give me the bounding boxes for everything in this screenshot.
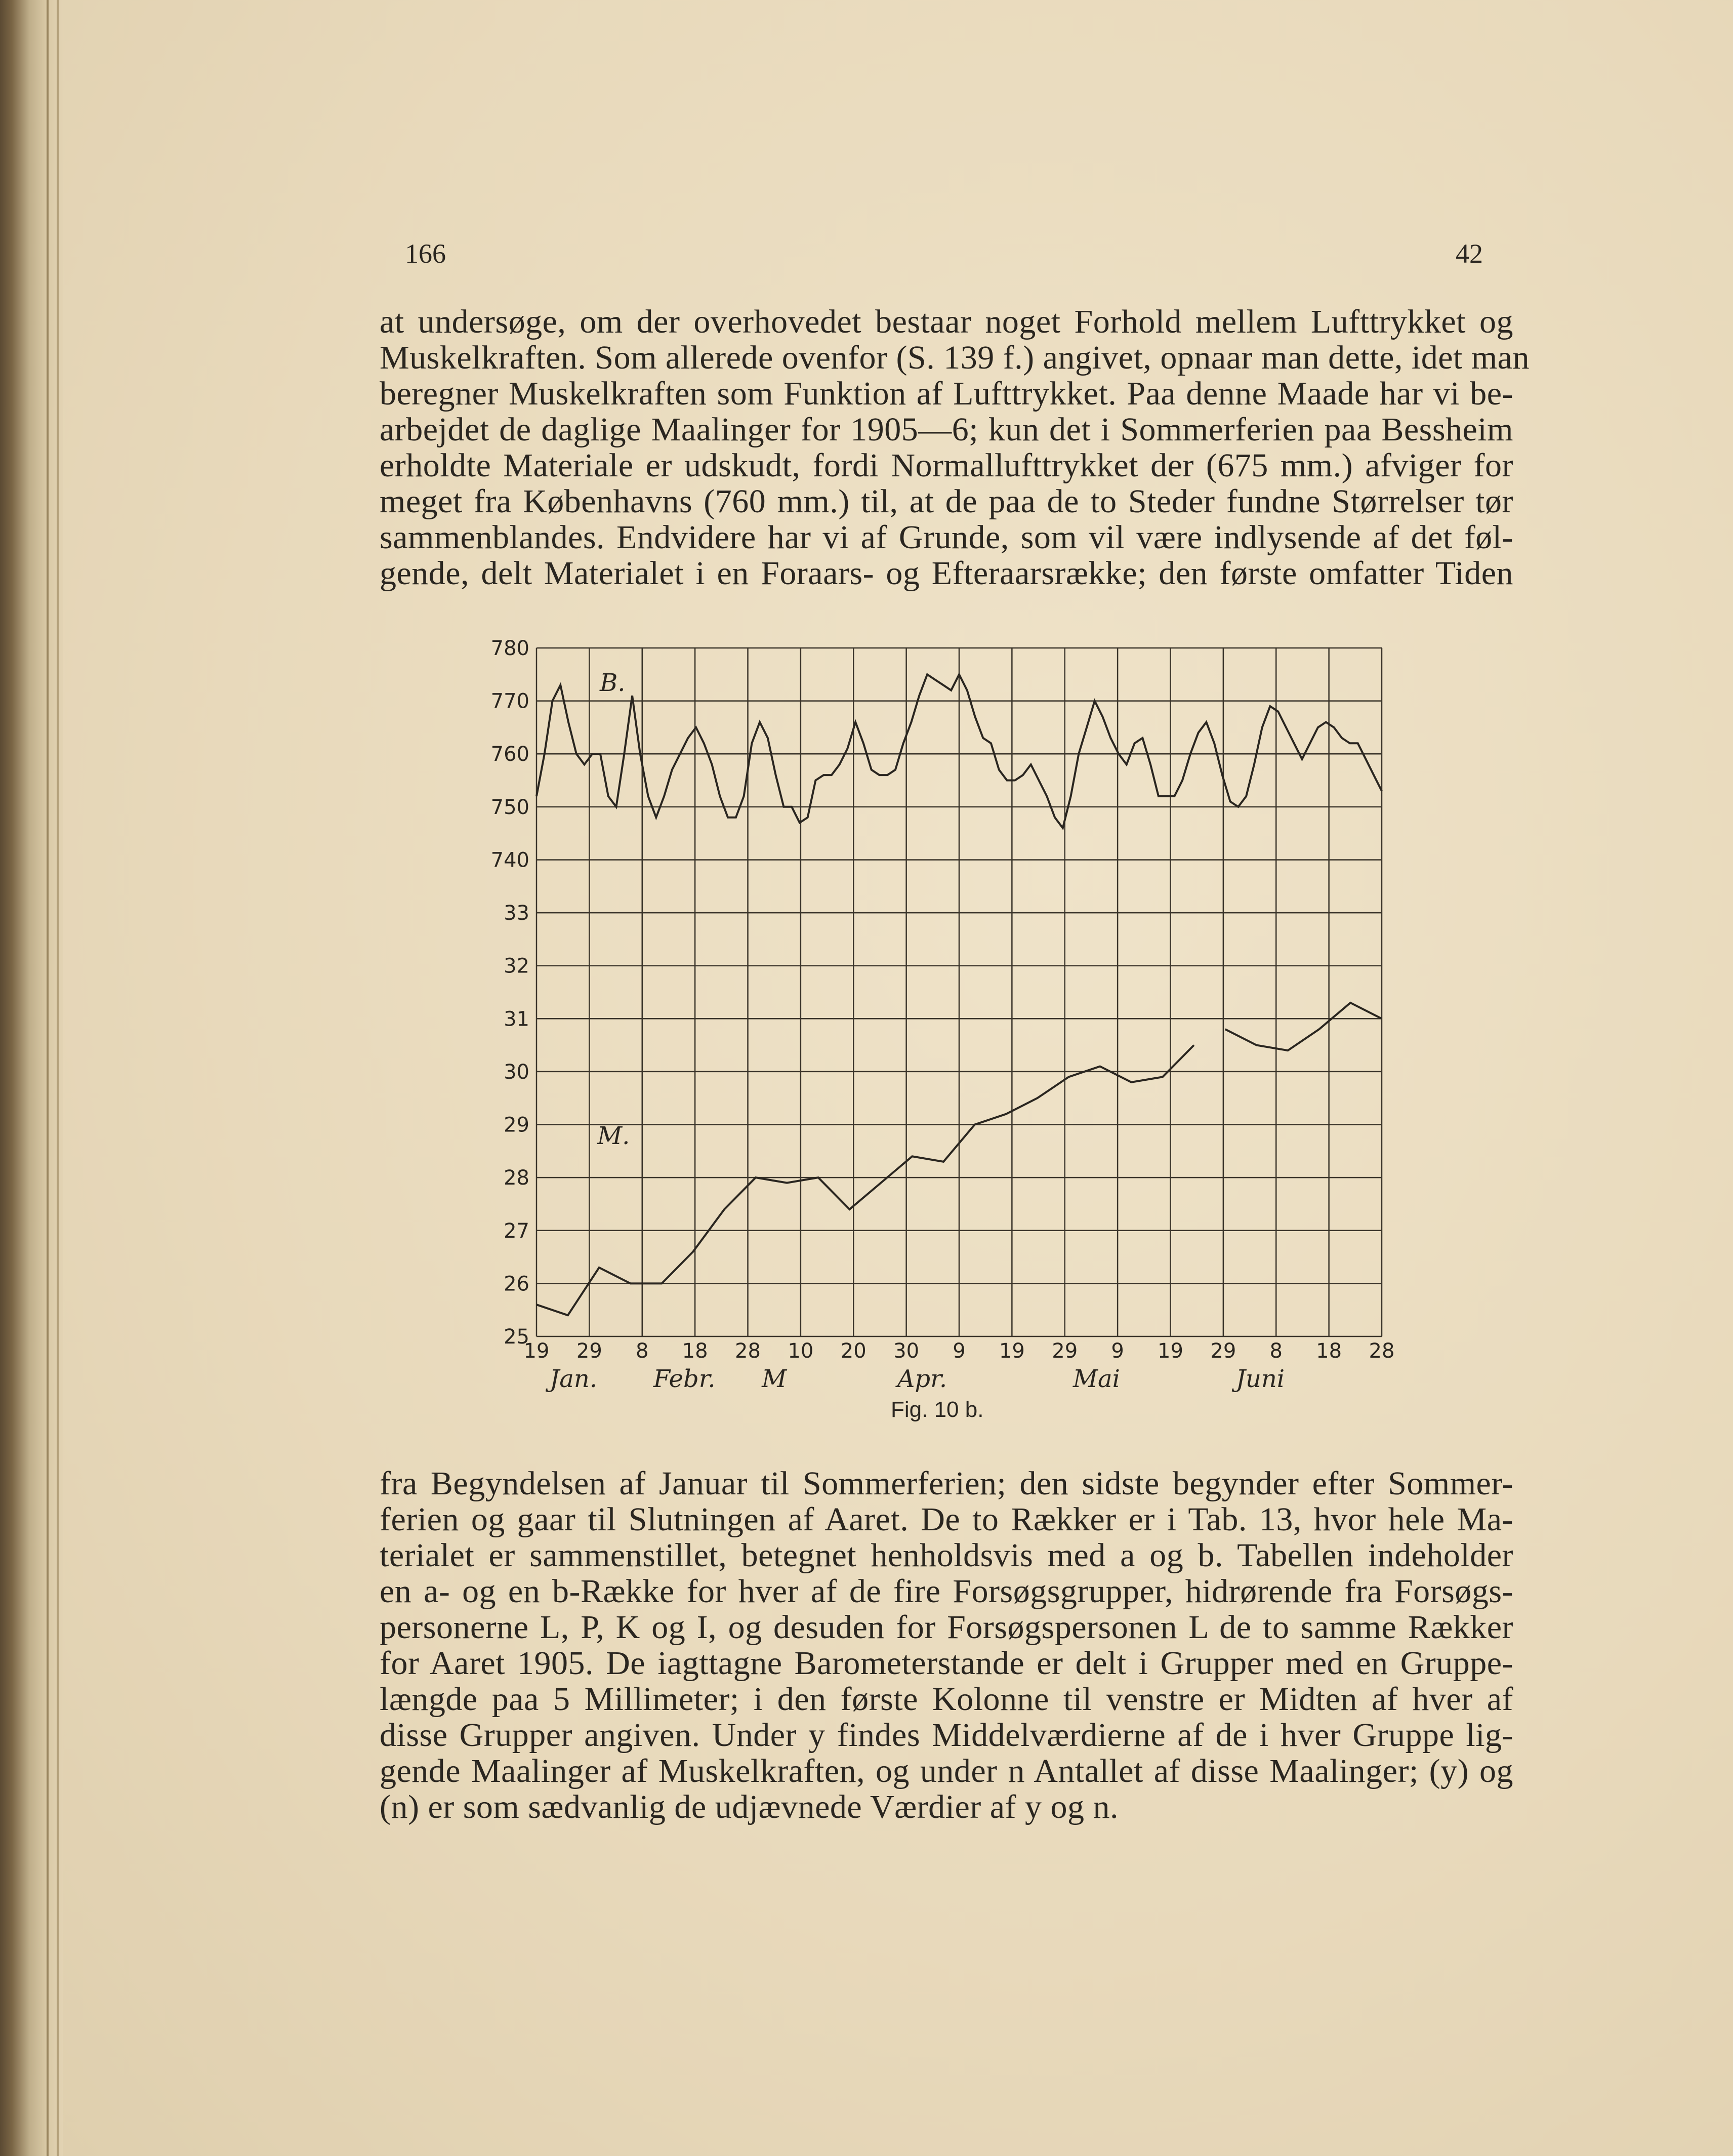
figure-caption: Fig. 10 b. — [891, 1397, 984, 1422]
y-tick-label: 32 — [504, 954, 529, 978]
y-tick-label: 30 — [504, 1060, 529, 1084]
text-line: gende, delt Materialet i en Foraars- og Efteraarsrække; den første omfatter Tiden — [380, 555, 1513, 592]
text-line: for Aaret 1905. De iagttagne Barometerstande er delt i Grupper med en Gruppe- — [380, 1645, 1513, 1682]
text-line: (n) er som sædvanlig de udjævnede Værdier af y og n. — [380, 1788, 1119, 1825]
book-spine — [0, 0, 66, 2156]
y-axis — [491, 637, 529, 1349]
x-tick-label: 8 — [1269, 1339, 1283, 1363]
month-axis — [545, 1365, 1285, 1392]
text-line: længde paa 5 Millimeter; i den første Kolonne til venstre er Midten af hver af — [380, 1681, 1513, 1718]
x-tick-label: 30 — [893, 1339, 920, 1363]
text-line: sammenblandes. Endvidere har vi af Grunde, som vil være indlysende af det føl- — [380, 519, 1513, 556]
text-line: beregner Muskelkraften som Funktion af Lufttrykket. Paa denne Maade har vi be- — [380, 375, 1513, 412]
x-tick-label: 19 — [523, 1339, 550, 1363]
x-tick-label: 19 — [1158, 1339, 1183, 1363]
month-label: M — [762, 1365, 787, 1392]
y-tick-label: 28 — [504, 1166, 529, 1190]
x-tick-label: 28 — [735, 1339, 761, 1363]
x-tick-label: 10 — [788, 1339, 814, 1363]
chart-grid — [537, 648, 1382, 1336]
page-number-left: 166 — [405, 238, 446, 269]
x-tick-label: 18 — [682, 1339, 708, 1363]
x-tick-label: 9 — [953, 1339, 966, 1363]
text-line: en a- og en b-Række for hver af de fire Forsøgsgrupper, hidrørende fra Forsøgs- — [380, 1573, 1513, 1610]
text-line: Muskelkraften. Som allerede ovenfor (S. 139 f.) angivet, opnaar man dette, idet man — [380, 339, 1530, 376]
month-label: Apr. — [897, 1365, 947, 1392]
month-label: Mai — [1072, 1365, 1120, 1392]
x-tick-label: 28 — [1369, 1339, 1395, 1363]
text-line: meget fra Københavns (760 mm.) til, at de paa de to Steder fundne Størrelser tør — [380, 483, 1513, 520]
month-label: Febr. — [653, 1365, 716, 1392]
figure-chart — [476, 633, 1397, 1392]
month-label: Juni — [1235, 1365, 1285, 1392]
y-tick-label: 740 — [490, 848, 529, 872]
text-line: terialet er sammenstillet, betegnet henholdsvis med a og b. Tabellen indeholder — [380, 1537, 1513, 1574]
page-edge — [47, 0, 49, 2156]
x-tick-label: 9 — [1111, 1339, 1124, 1363]
y-tick-label: 750 — [490, 795, 529, 819]
y-tick-label: 31 — [504, 1007, 529, 1031]
paragraph-bottom — [380, 1466, 1513, 1825]
y-tick-label: 27 — [504, 1219, 529, 1243]
text-line: at undersøge, om der overhovedet bestaar noget Forhold mellem Lufttrykket og — [380, 303, 1513, 340]
x-tick-label: 8 — [636, 1339, 649, 1363]
text-line: gende Maalinger af Muskelkraften, og under n Antallet af disse Maalinger; (y) og — [380, 1753, 1513, 1789]
y-tick-label: 760 — [490, 743, 529, 766]
y-tick-label: 33 — [504, 902, 529, 925]
y-tick-label: 780 — [490, 637, 529, 660]
text-line: personerne L, P, K og I, og desuden for Forsøgspersonen L de to samme Rækker — [380, 1609, 1513, 1646]
x-tick-label: 19 — [999, 1339, 1025, 1363]
x-tick-label: 29 — [576, 1339, 602, 1363]
month-label: Jan. — [550, 1365, 598, 1392]
x-tick-label: 18 — [1316, 1339, 1342, 1363]
x-axis — [524, 1339, 1395, 1363]
text-line: arbejdet de daglige Maalinger for 1905—6; kun det i Sommerferien paa Bessheim — [380, 411, 1513, 448]
series-label-b: B. — [600, 669, 626, 697]
series-label-m: M. — [597, 1122, 630, 1150]
y-tick-label: 26 — [504, 1272, 529, 1296]
y-tick-label: 29 — [504, 1113, 529, 1137]
text-line: fra Begyndelsen af Januar til Sommerferien; den sidste begynder efter Sommer- — [380, 1465, 1513, 1502]
x-tick-label: 29 — [1052, 1339, 1078, 1363]
page-number-right: 42 — [1456, 238, 1483, 269]
paragraph-top — [380, 303, 1530, 592]
text-line: erholdte Materiale er udskudt, fordi Normallufttrykket der (675 mm.) afviger for — [380, 447, 1513, 484]
x-tick-label: 20 — [840, 1339, 866, 1363]
x-tick-label: 29 — [1210, 1339, 1236, 1363]
page-edge — [57, 0, 59, 2156]
y-tick-label: 770 — [490, 689, 529, 713]
text-line: ferien og gaar til Slutningen af Aaret. De to Rækker er i Tab. 13, hvor hele Ma- — [380, 1501, 1513, 1538]
y-tick-label: 25 — [504, 1325, 529, 1349]
text-line: disse Grupper angiven. Under y findes Middelværdierne af de i hver Gruppe lig- — [380, 1717, 1513, 1754]
